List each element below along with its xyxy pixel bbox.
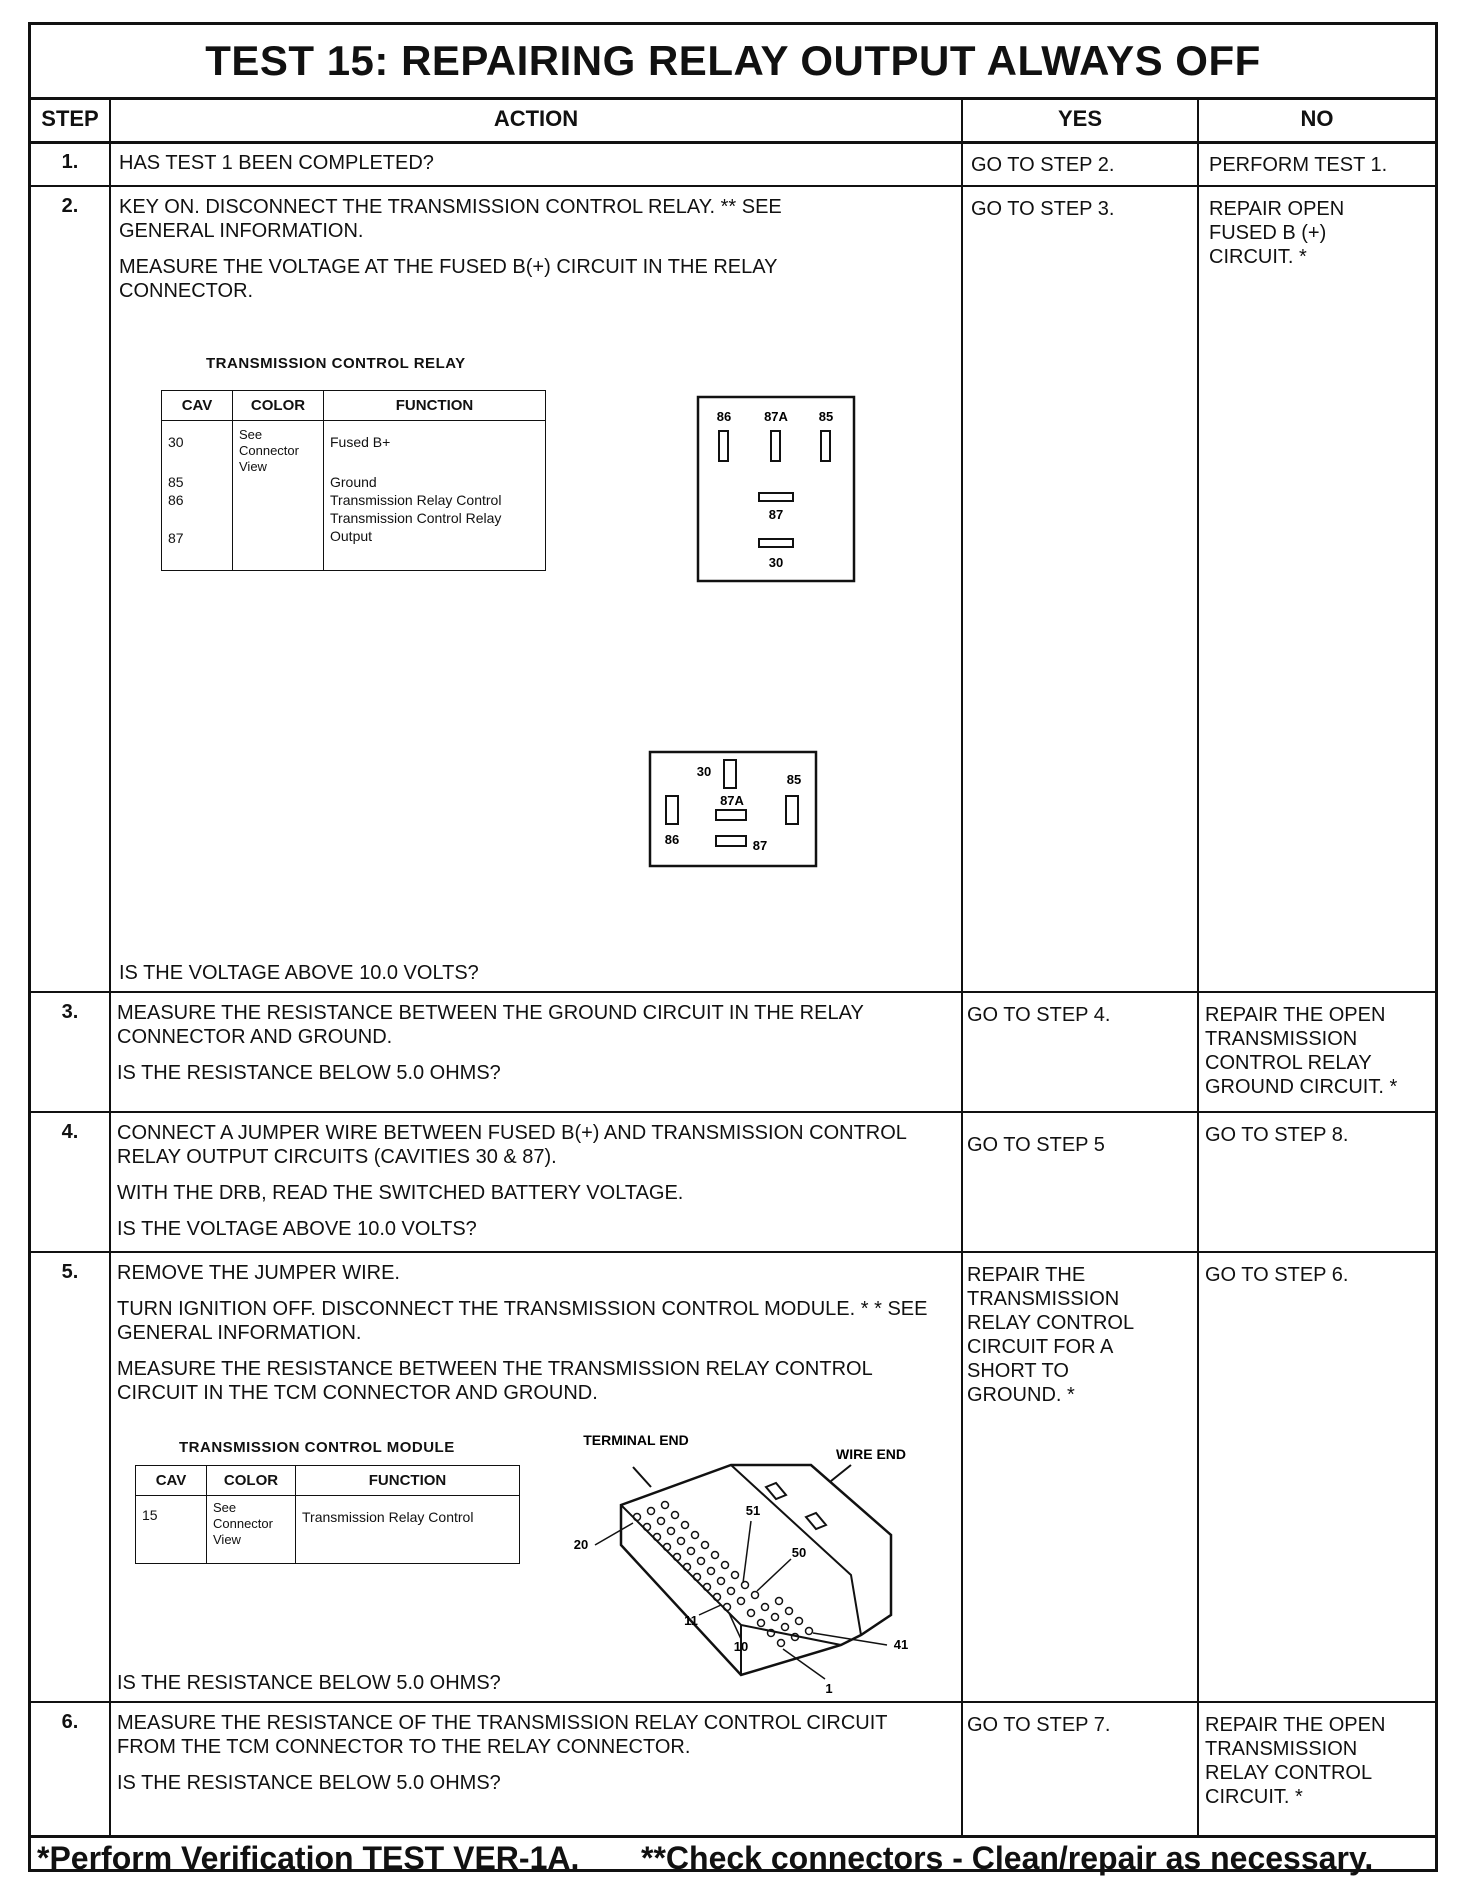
page-title: TEST 15: REPAIRING RELAY OUTPUT ALWAYS OFF [31,25,1435,100]
row-divider [31,991,1435,993]
step-action [117,1711,937,1807]
pin-slot [716,810,746,820]
header-yes: YES [963,97,1197,144]
row-divider [31,1701,1435,1703]
relay-table-title: TRANSMISSION CONTROL RELAY [206,355,466,372]
pin-slot [719,431,728,461]
pin-label: 50 [791,1545,807,1560]
step-action [117,1121,937,1253]
function-value: Ground [330,474,377,490]
step-no: GO TO STEP 6. [1205,1264,1349,1286]
pin-slot [786,796,798,824]
relay-connector-diagram-bottom [648,750,818,868]
action-text: CONNECT A JUMPER WIRE BETWEEN FUSED B(+) AND TRANSMISSION CONTROL RELAY OUTPUT CIRCUITS (CAVITIES 30 & 87). [117,1122,907,1168]
step-no: GO TO STEP 8. [1205,1124,1349,1146]
action-text: WITH THE DRB, READ THE SWITCHED BATTERY VOLTAGE. [117,1182,684,1204]
step-no: PERFORM TEST 1. [1209,154,1388,176]
action-text: MEASURE THE RESISTANCE OF THE TRANSMISSION RELAY CONTROL CIRCUIT FROM THE TCM CONNECTOR TO THE RELAY CONNECTOR. [117,1712,888,1758]
relay-connector-diagram-top [696,395,856,585]
pin-label: 85 [786,772,802,787]
step-action [119,195,839,315]
pin-label: 51 [745,1503,761,1518]
action-text: MEASURE THE RESISTANCE BETWEEN THE GROUND CIRCUIT IN THE RELAY CONNECTOR AND GROUND. [117,1002,864,1048]
action-text: KEY ON. DISCONNECT THE TRANSMISSION CONTROL RELAY. ** SEE GENERAL INFORMATION. [119,196,782,242]
color-cell: See Connector View [233,421,324,571]
action-text: MEASURE THE VOLTAGE AT THE FUSED B(+) CIRCUIT IN THE RELAY CONNECTOR. [119,256,778,302]
footer-notes [31,1835,1435,1875]
pin-label: 87A [764,409,788,424]
col-header: COLOR [207,1466,296,1496]
pin-slot [759,493,793,501]
pin-slot [666,796,678,824]
pin-label: 87A [720,793,744,808]
col-header: FUNCTION [296,1466,520,1496]
function-cell: Transmission Relay Control [296,1496,520,1564]
function-value: Transmission Relay Control [330,492,502,508]
pin-slot [821,431,830,461]
cav-value: 85 [168,474,184,490]
pin-label: 86 [716,409,732,424]
pin-label: 30 [768,555,784,570]
cav-value: 86 [168,492,184,508]
pin-slot [724,760,736,788]
step-yes: GO TO STEP 7. [967,1714,1111,1736]
tcm-table [135,1465,520,1564]
action-question: IS THE VOLTAGE ABOVE 10.0 VOLTS? [119,962,479,984]
action-text: IS THE RESISTANCE BELOW 5.0 OHMS? [117,1772,501,1794]
test-15-procedure-sheet [28,22,1438,1876]
action-text: IS THE VOLTAGE ABOVE 10.0 VOLTS? [117,1218,477,1240]
color-cell: See Connector View [207,1496,296,1564]
cav-cell [162,421,233,571]
header-step: STEP [31,97,109,144]
pin-label: 20 [573,1537,589,1552]
pin-label: 86 [664,832,680,847]
step-no: REPAIR OPEN FUSED B (+) CIRCUIT. * [1209,198,1345,268]
verification-note: *Perform Verification TEST VER-1A. [37,1840,580,1876]
col-header: CAV [136,1466,207,1496]
step-no: REPAIR THE OPEN TRANSMISSION CONTROL RELAY GROUND CIRCUIT. * [1205,1004,1398,1098]
pin-slot [771,431,780,461]
step-number: 4. [61,1121,79,1143]
pin-label: 1 [825,1681,833,1695]
leader-line [831,1465,851,1481]
pin-label: 87 [752,838,768,853]
action-question: IS THE RESISTANCE BELOW 5.0 OHMS? [117,1672,501,1694]
step-yes: GO TO STEP 2. [971,154,1115,176]
cav-value: 87 [168,530,184,546]
wire-end-label: WIRE END [836,1446,906,1462]
pin-label: 10 [733,1639,749,1654]
row-divider [31,1111,1435,1113]
connector-body [621,1465,891,1675]
function-value: Transmission Control Relay Output [330,510,502,544]
step-yes: GO TO STEP 5 [967,1134,1105,1156]
header-action: ACTION [111,97,961,144]
step-yes: REPAIR THE TRANSMISSION RELAY CONTROL CIRCUIT FOR A SHORT TO GROUND. * [967,1264,1134,1406]
relay-table [161,390,546,571]
pin-label: 85 [818,409,834,424]
pin-label: 87 [768,507,784,522]
action-text: IS THE RESISTANCE BELOW 5.0 OHMS? [117,1062,501,1084]
step-yes: GO TO STEP 3. [971,198,1115,220]
column-divider [1197,97,1199,1835]
header-no: NO [1199,97,1435,144]
connector-outline [698,397,854,581]
pin-label: 11 [684,1613,698,1628]
leader-line [633,1467,651,1487]
step-action [119,151,949,187]
cav-cell: 15 [136,1496,207,1564]
action-text: REMOVE THE JUMPER WIRE. [117,1262,400,1284]
column-divider [961,97,963,1835]
step-yes: GO TO STEP 4. [967,1004,1111,1026]
tcm-table-title: TRANSMISSION CONTROL MODULE [179,1439,455,1456]
function-value: Fused B+ [330,434,391,450]
step-number: 6. [61,1711,79,1733]
col-header: CAV [162,391,233,421]
pin-slot [716,836,746,846]
column-divider [109,97,111,1835]
col-header: COLOR [233,391,324,421]
action-text: HAS TEST 1 BEEN COMPLETED? [119,152,434,174]
step-number: 2. [61,195,79,217]
step-no: REPAIR THE OPEN TRANSMISSION RELAY CONTROL CIRCUIT. * [1205,1714,1386,1808]
tcm-connector-diagram [561,1425,941,1695]
pin-slot [759,539,793,547]
step-number: 1. [61,151,79,173]
step-action [117,1261,947,1417]
cav-value: 30 [168,434,184,450]
action-text: MEASURE THE RESISTANCE BETWEEN THE TRANSMISSION RELAY CONTROL CIRCUIT IN THE TCM CONNECTOR AND GROUND. [117,1358,872,1404]
check-connectors-note: **Check connectors - Clean/repair as necessary. [641,1840,1374,1876]
step-number: 3. [61,1001,79,1023]
pin-label: 30 [696,764,712,779]
step-action [117,1001,947,1097]
action-text: TURN IGNITION OFF. DISCONNECT THE TRANSMISSION CONTROL MODULE. * * SEE GENERAL INFORMATION. [117,1298,928,1344]
function-cell [324,421,546,571]
step-number: 5. [61,1261,79,1283]
pin-label: 41 [893,1637,909,1652]
terminal-end-label: TERMINAL END [583,1432,689,1448]
col-header: FUNCTION [324,391,546,421]
